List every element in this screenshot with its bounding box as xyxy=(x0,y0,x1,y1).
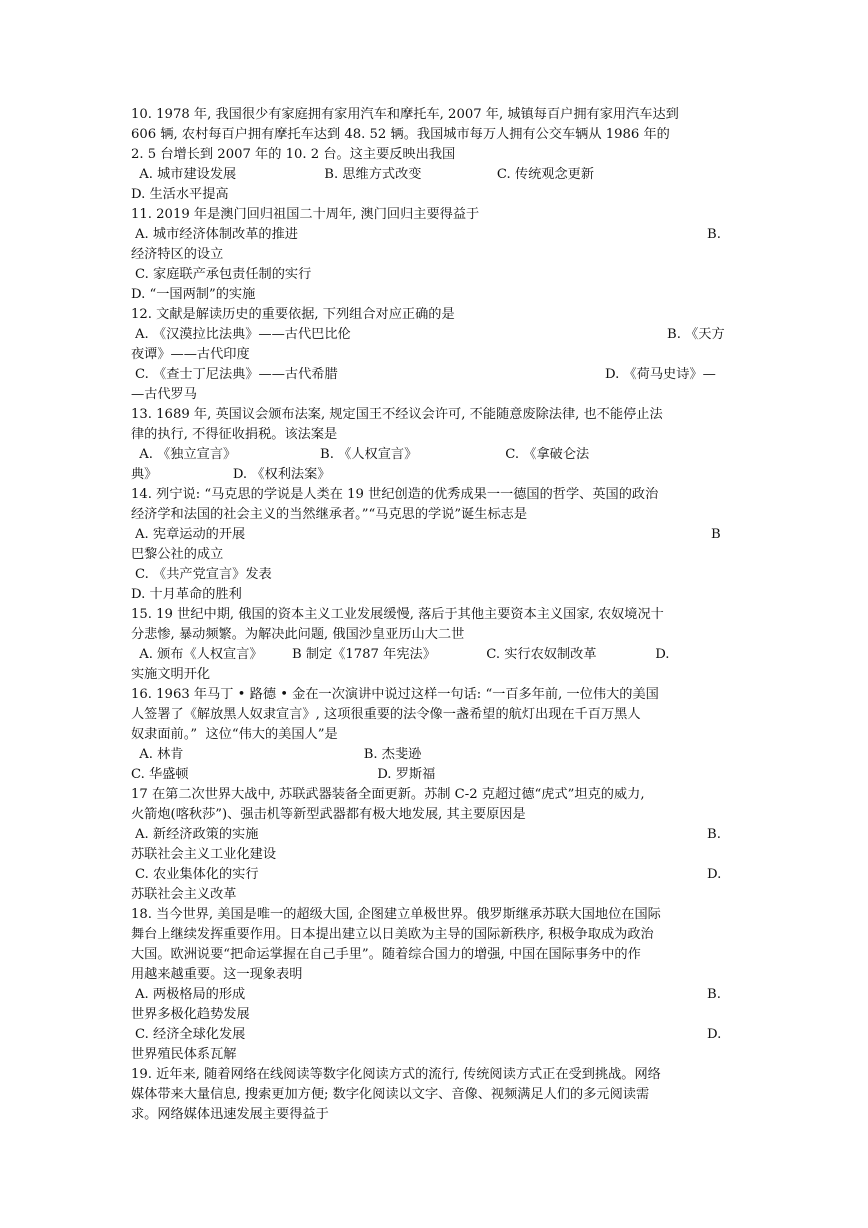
q17-option-a: A. 新经济政策的实施 xyxy=(135,827,259,842)
q16-options-cd: C. 华盛顿 D. 罗斯福 xyxy=(131,767,436,782)
q19-line-1: 19. 近年来, 随着网络在线阅读等数字化阅读方式的流行, 传统阅读方式正在受到挑战。网络 xyxy=(131,1067,661,1082)
q18-line-3: 大国。欧洲说要“把命运掌握在自己手里”。随着综合国力的增强, 中国在国际事务中的作 xyxy=(131,947,641,962)
q11-option-b-label: B. xyxy=(707,227,721,242)
q12-option-d-label: D. 《荷马史诗》— xyxy=(605,367,716,382)
q17-line-2: 火箭炮(喀秋莎”)、强击机等新型武器都有极大地发展, 其主要原因是 xyxy=(131,807,526,822)
q17-option-d-label: D. xyxy=(707,867,722,882)
q15-option-d: 实施文明开化 xyxy=(131,667,211,682)
q16-options-ab: A. 林肯 B. 杰斐逊 xyxy=(135,747,422,762)
q12-option-b-label: B. 《天方 xyxy=(667,327,725,342)
q14-line-1: 14. 列宁说: “马克思的学说是人类在 19 世纪创造的优秀成果一一德国的哲学、英国的政治 xyxy=(131,487,659,502)
q16-line-2: 人签署了《解放黑人奴隶宣言》, 这项很重要的法令像一盏希望的航灯出现在千百万黑人 xyxy=(131,707,641,722)
q12-option-d: —古代罗马 xyxy=(131,387,197,402)
q11-option-b: 经济特区的设立 xyxy=(131,247,224,262)
q13-options-cont: 典》 D. 《权利法案》 xyxy=(131,467,331,482)
q14-option-b-label: B xyxy=(711,527,721,542)
q18-line-2: 舞台上继续发挥重要作用。日本提出建立以日美欧为主导的国际新秩序, 积极争取成为政治 xyxy=(131,927,654,942)
q15-options: A. 颁布《人权宣言》 B 制定《1787 年宪法》 C. 实行农奴制改革 D. xyxy=(135,647,670,662)
q17-option-b: 苏联社会主义工业化建设 xyxy=(131,847,277,862)
q10-option-d: D. 生活水平提高 xyxy=(131,187,229,202)
q14-option-d: D. 十月革命的胜利 xyxy=(131,587,242,602)
q18-option-b-label: B. xyxy=(707,987,721,1002)
q18-option-d: 世界殖民体系瓦解 xyxy=(131,1047,237,1062)
q18-option-b: 世界多极化趋势发展 xyxy=(131,1007,250,1022)
q17-line-1: 17 在第二次世界大战中, 苏联武器装备全面更新。苏制 C-2 克超过德“虎式”坦克的威力, xyxy=(131,787,645,802)
q14-line-2: 经济学和法国的社会主义的当然继承者。”“马克思的学说”诞生标志是 xyxy=(131,507,528,522)
q15-line-1: 15. 19 世纪中期, 俄国的资本主义工业发展缓慢, 落后于其他主要资本主义国家, 农奴境况十 xyxy=(131,607,664,622)
q16-line-1: 16. 1963 年马丁 • 路德 • 金在一次演讲中说过这样一句话: “一百多年前, 一位伟大的美国 xyxy=(131,687,659,702)
q19-line-3: 求。网络媒体迅速发展主要得益于 xyxy=(131,1107,329,1122)
q13-line-2: 律的执行, 不得征收捐税。该法案是 xyxy=(131,427,338,442)
q12-stem: 12. 文献是解读历史的重要依据, 下列组合对应正确的是 xyxy=(131,307,455,322)
q10-line-2: 606 辆, 农村每百户拥有摩托车达到 48. 52 辆。我国城市每万人拥有公交车辆从 1986 年的 xyxy=(131,127,670,142)
q14-option-b: 巴黎公社的成立 xyxy=(131,547,224,562)
q15-line-2: 分悲惨, 暴动频繁。为解决此问题, 俄国沙皇亚历山大二世 xyxy=(131,627,465,642)
q17-option-d: 苏联社会主义改革 xyxy=(131,887,237,902)
q11-option-c: C. 家庭联产承包责任制的实行 xyxy=(135,267,312,282)
q11-stem: 11. 2019 年是澳门回归祖国二十周年, 澳门回归主要得益于 xyxy=(131,207,480,222)
q12-option-a: A. 《汉漠拉比法典》——古代巴比伦 xyxy=(135,327,351,342)
q10-options: A. 城市建设发展 B. 思维方式改变 C. 传统观念更新 xyxy=(135,167,595,182)
q10-line-3: 2. 5 台增长到 2007 年的 10. 2 台。这主要反映出我国 xyxy=(131,147,456,162)
q14-option-a: A. 宪章运动的开展 xyxy=(135,527,246,542)
q13-line-1: 13. 1689 年, 英国议会颁布法案, 规定国王不经议会许可, 不能随意废除法律, 也不能停止法 xyxy=(131,407,663,422)
q18-line-1: 18. 当今世界, 美国是唯一的超级大国, 企图建立单极世界。俄罗斯继承苏联大国地位在国际 xyxy=(131,907,661,922)
q11-option-a: A. 城市经济体制改革的推进 xyxy=(135,227,298,242)
q13-options: A. 《独立宣言》 B. 《人权宣言》 C. 《拿破仑法 xyxy=(135,447,590,462)
q18-option-d-label: D. xyxy=(707,1027,722,1042)
q12-option-c: C. 《查士丁尼法典》——古代希腊 xyxy=(135,367,338,382)
q18-option-a: A. 两极格局的形成 xyxy=(135,987,246,1002)
q17-option-b-label: B. xyxy=(707,827,721,842)
q16-line-3: 奴隶面前。” 这位“伟大的美国人”是 xyxy=(131,727,338,742)
q17-option-c: C. 农业集体化的实行 xyxy=(135,867,259,882)
q10-line-1: 10. 1978 年, 我国很少有家庭拥有家用汽车和摩托车, 2007 年, 城镇每百户拥有家用汽车达到 xyxy=(131,107,679,122)
q19-line-2: 媒体带来大量信息, 搜索更加方便; 数字化阅读以文字、音像、视频满足人们的多元阅读需 xyxy=(131,1087,650,1102)
q11-option-d: D. “一国两制”的实施 xyxy=(131,287,256,302)
q18-option-c: C. 经济全球化发展 xyxy=(135,1027,246,1042)
q18-line-4: 用越来越重要。这一现象表明 xyxy=(131,967,303,982)
q12-option-b: 夜谭》——古代印度 xyxy=(131,347,250,362)
q14-option-c: C. 《共产党宣言》发表 xyxy=(135,567,272,582)
